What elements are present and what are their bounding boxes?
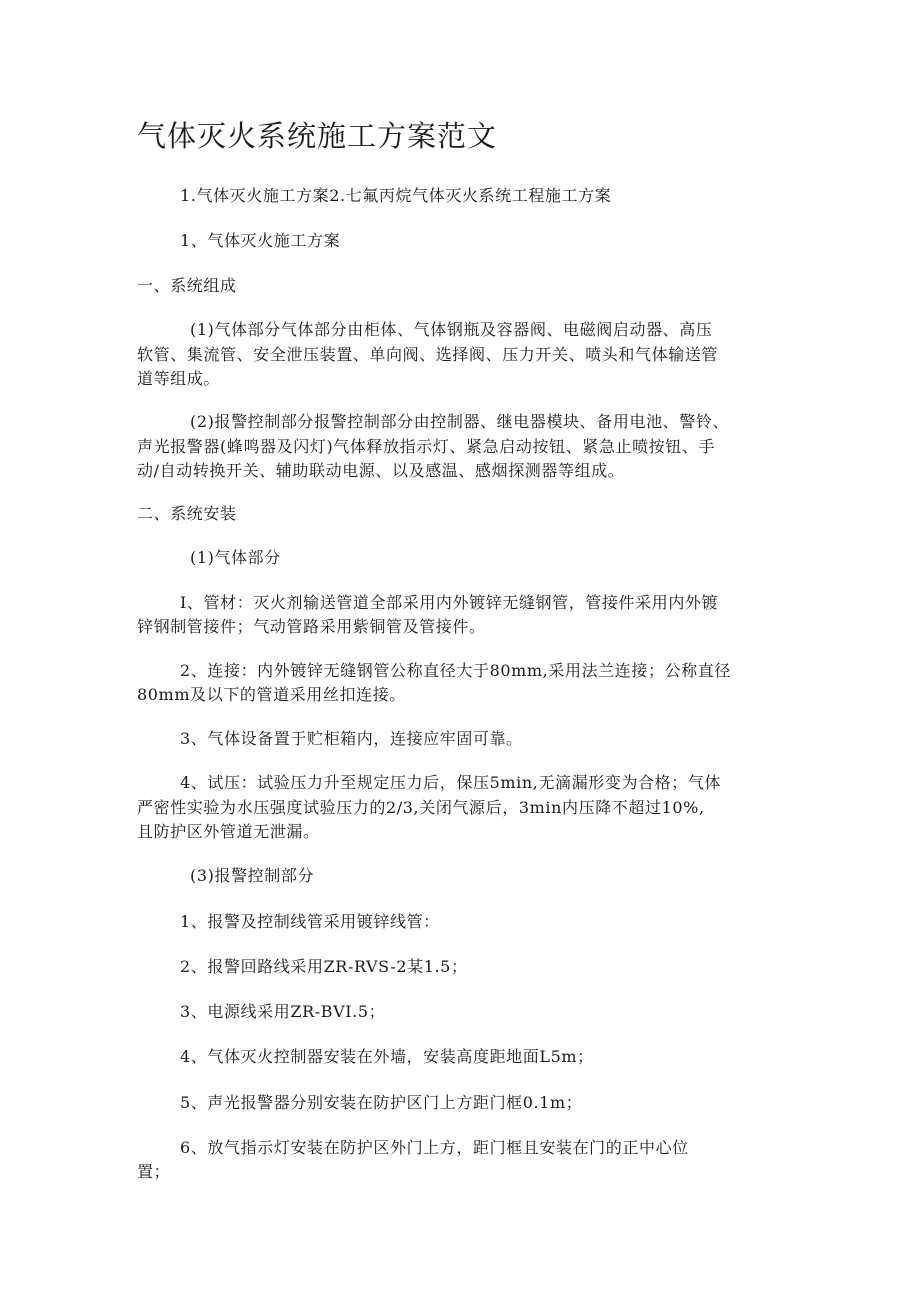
- alarm-item-5: 5、声光报警器分别安装在防护区门上方距门框0.1m；: [180, 1093, 583, 1112]
- part-2-item-4-line-2: 严密性实验为水压强度试验压力的2/3,关闭气源后，3min内压降不超过10%,: [137, 798, 705, 817]
- alarm-item-4: 4、气体灭火控制器安装在外墙，安装高度距地面L5m；: [180, 1047, 594, 1066]
- part-2-item-2-line-1: 2、连接：内外镀锌无缝钢管公称直径大于80mm,采用法兰连接；公称直径: [180, 661, 731, 680]
- alarm-item-6-line-1: 6、放气指示灯安装在防护区外门上方，距门框且安装在门的正中心位: [180, 1138, 689, 1157]
- part-2-item-1-line-2: 锌钢制管接件；气动管路采用紫铜管及管接件。: [137, 617, 486, 636]
- part-1-para-2-line-3: 动/自动转换开关、辅助联动电源、以及感温、感烟探测器等组成。: [137, 461, 625, 480]
- alarm-item-1: 1、报警及控制线管采用镀锌线管：: [180, 912, 440, 931]
- part-1-para-1-line-2: 软管、集流管、安全泄压装置、单向阀、选择阀、压力开关、喷头和气体输送管: [137, 345, 719, 364]
- part-2-heading: 二、系统安装: [137, 504, 237, 523]
- section-heading-1: 1、气体灭火施工方案: [180, 231, 341, 250]
- part-2-item-4-line-3: 且防护区外管道无泄漏。: [137, 822, 320, 841]
- toc-line: 1.气体灭火施工方案2.七氟丙烷气体灭火系统工程施工方案: [180, 186, 612, 205]
- part-2-item-1-line-1: I、管材：灭火剂输送管道全部采用内外镀锌无缝钢管，管接件采用内外镀: [180, 593, 719, 612]
- part-2-item-4-line-1: 4、试压：试验压力升至规定压力后，保压5min,无滴漏形变为合格；气体: [180, 773, 722, 792]
- alarm-item-3: 3、电源线采用ZR-BVI.5；: [180, 1002, 386, 1021]
- part-1-para-2-line-1: (2)报警控制部分报警控制部分由控制器、继电器模块、备用电池、警铃、: [190, 412, 730, 431]
- alarm-item-6-line-2: 置；: [137, 1162, 171, 1181]
- part-2-item-2-line-2: 80mm及以下的管道采用丝扣连接。: [137, 685, 406, 704]
- document-title: 气体灭火系统施工方案范文: [137, 119, 498, 153]
- part-2-sub-3: (3)报警控制部分: [190, 866, 315, 885]
- part-2-item-3: 3、气体设备置于贮柜箱内，连接应牢固可靠。: [180, 729, 523, 748]
- part-1-heading: 一、系统组成: [137, 276, 237, 295]
- alarm-item-2: 2、报警回路线采用ZR-RVS-2某1.5；: [180, 957, 468, 976]
- part-1-para-2-line-2: 声光报警器(蜂鸣器及闪灯)气体释放指示灯、紧急启动按钮、紧急止喷按钮、手: [137, 437, 716, 456]
- part-1-para-1-line-1: (1)气体部分气体部分由柜体、气体钢瓶及容器阀、电磁阀启动器、高压: [190, 320, 713, 339]
- part-1-para-1-line-3: 道等组成。: [137, 369, 221, 388]
- part-2-sub-1: (1)气体部分: [190, 548, 281, 567]
